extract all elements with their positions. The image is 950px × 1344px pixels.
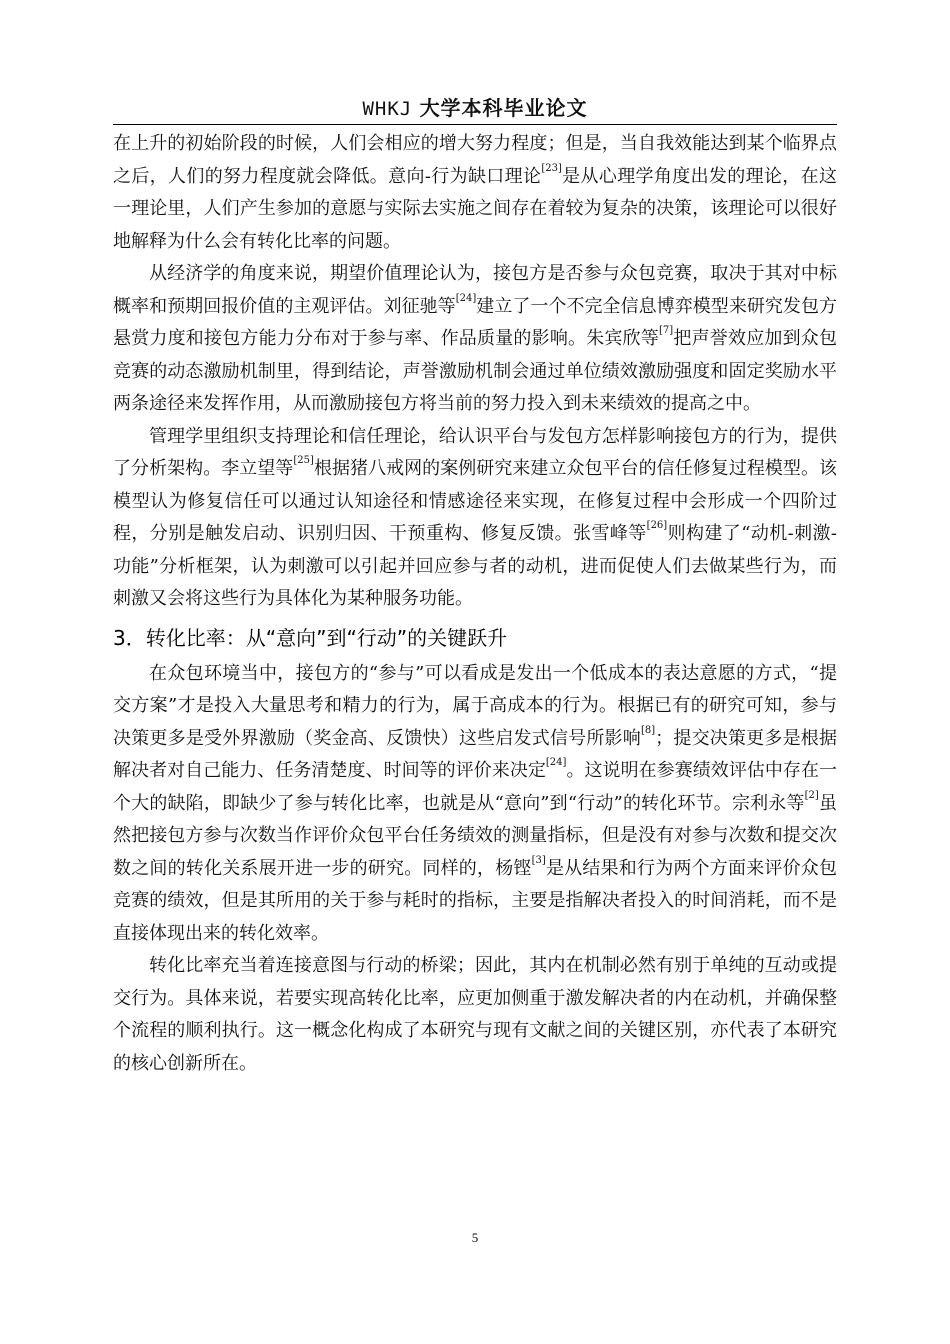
- paragraph-text: 把声誉效应加到众包竞赛的动态激励机制里，得到结论，声誉激励机制会通过单位绩效激励强度和固定奖励水平两条途径来发挥作用，从而激励接包方将当前的努力投入到未来绩效的提高之中。: [113, 328, 838, 414]
- citation-reference: [24]: [545, 757, 567, 768]
- paragraph-text: 从经济学的角度来说，期望价值理论认为，接包方是否参与众包竞赛，取决于其对中标概率和预期回报价值的主观评估。刘征驰等: [113, 263, 837, 317]
- section-heading: 3．转化比率：从“意向”到“行动”的关键跃升: [113, 625, 508, 650]
- paragraph-text: 是从结果和行为两个方面来评价众包竞赛的绩效，但是其所用的关于参与耗时的指标，主要是指解决者投入的时间消耗，而不是直接体现出来的转化效率。: [113, 857, 838, 944]
- paragraph-text: 建立了一个不完全信息博弈模型来研究发包方悬赏力度和接包方能力分布对于参与率、作品质量的影响。朱宾欣等: [113, 295, 838, 349]
- body-paragraph: [113, 258, 837, 421]
- header-title: 大学本科毕业论文: [419, 96, 588, 120]
- citation-reference: [23]: [541, 162, 562, 174]
- header-code: WHKJ: [362, 98, 413, 120]
- header-rule: [113, 124, 837, 125]
- citation-reference: [3]: [531, 854, 546, 866]
- paragraph-text: 根据猪八戒网的案例研究来建立众包平台的信任修复过程模型。该模型认为修复信任可以通过认知途径和情感途径来实现，在修复过程中会形成一个四阶过程，分别是触发启动、识别归因、干预重构、修复反馈。张雪峰等: [113, 458, 838, 544]
- body-paragraph: [113, 950, 837, 1080]
- page-number: 5: [471, 1230, 479, 1245]
- body-paragraph: [113, 658, 837, 951]
- citation-reference: [24]: [455, 292, 477, 304]
- paragraph-text: 在上升的初始阶段的时候，人们会相应的增大努力程度；但是，当自我效能达到某个临界点之后，人们的努力程度就会降低。意向-行为缺口理论: [113, 133, 837, 187]
- paragraph-text: 在众包环境当中，接包方的“参与”可以看成是发出一个低成本的表达意愿的方式，“提交方案”才是投入大量思考和精力的行为，属于高成本的行为。根据已有的研究可知，参与决策更多是受外界激励（奖金高、反馈快）这些启发式信号所影响: [113, 662, 837, 749]
- paragraph-text: 是从心理学角度出发的理论，在这一理论里，人们产生参加的意愿与实际去实施之间存在着较为复杂的决策，该理论可以很好地解释为什么会有转化比率的问题。: [113, 165, 837, 252]
- body-paragraph: [113, 421, 837, 616]
- page-header: [0, 92, 950, 121]
- citation-reference: [8]: [640, 724, 656, 736]
- citation-reference: [7]: [659, 325, 674, 336]
- paragraph-text: ；提交决策更多是根据解决者对自己能力、任务清楚度、时间等的评价来决定: [113, 727, 838, 781]
- paragraph-text: 。这说明在参赛绩效评估中存在一个大的缺陷，即缺少了参与转化比率，也就是从“意向”到“行动”的转化环节。宗利永等: [113, 760, 838, 814]
- citation-reference: [25]: [293, 455, 314, 466]
- paragraph-text: 转化比率充当着连接意图与行动的桥梁；因此，其内在机制必然有别于单纯的互动或提交行为。具体来说，若要实现高转化比率，应更加侧重于激发解决者的内在动机，并确保整个流程的顺利执行。这一概念化构成了本研究与现有文献之间的关键区别，亦代表了本研究的核心创新所在。: [113, 955, 837, 1074]
- body-paragraph: [113, 128, 837, 258]
- paragraph-group-2: [113, 658, 837, 1081]
- page-body: [113, 128, 837, 1080]
- paragraph-text: 管理学里组织支持理论和信任理论，给认识平台与发包方怎样影响接包方的行为，提供了分析架构。李立望等: [113, 425, 837, 479]
- citation-reference: [26]: [646, 520, 668, 531]
- paragraph-text: 虽然把接包方参与次数当作评价众包平台任务绩效的测量指标，但是没有对参与次数和提交次数之间的转化关系展开进一步的研究。同样的，杨铿: [113, 792, 837, 879]
- paragraph-group-1: [113, 128, 837, 616]
- citation-reference: [2]: [804, 789, 819, 801]
- paragraph-text: 则构建了“动机-刺激-功能”分析框架，认为刺激可以引起并回应参与者的动机，进而促使人们去做某些行为，而刺激又会将这些行为具体化为某种服务功能。: [113, 523, 837, 609]
